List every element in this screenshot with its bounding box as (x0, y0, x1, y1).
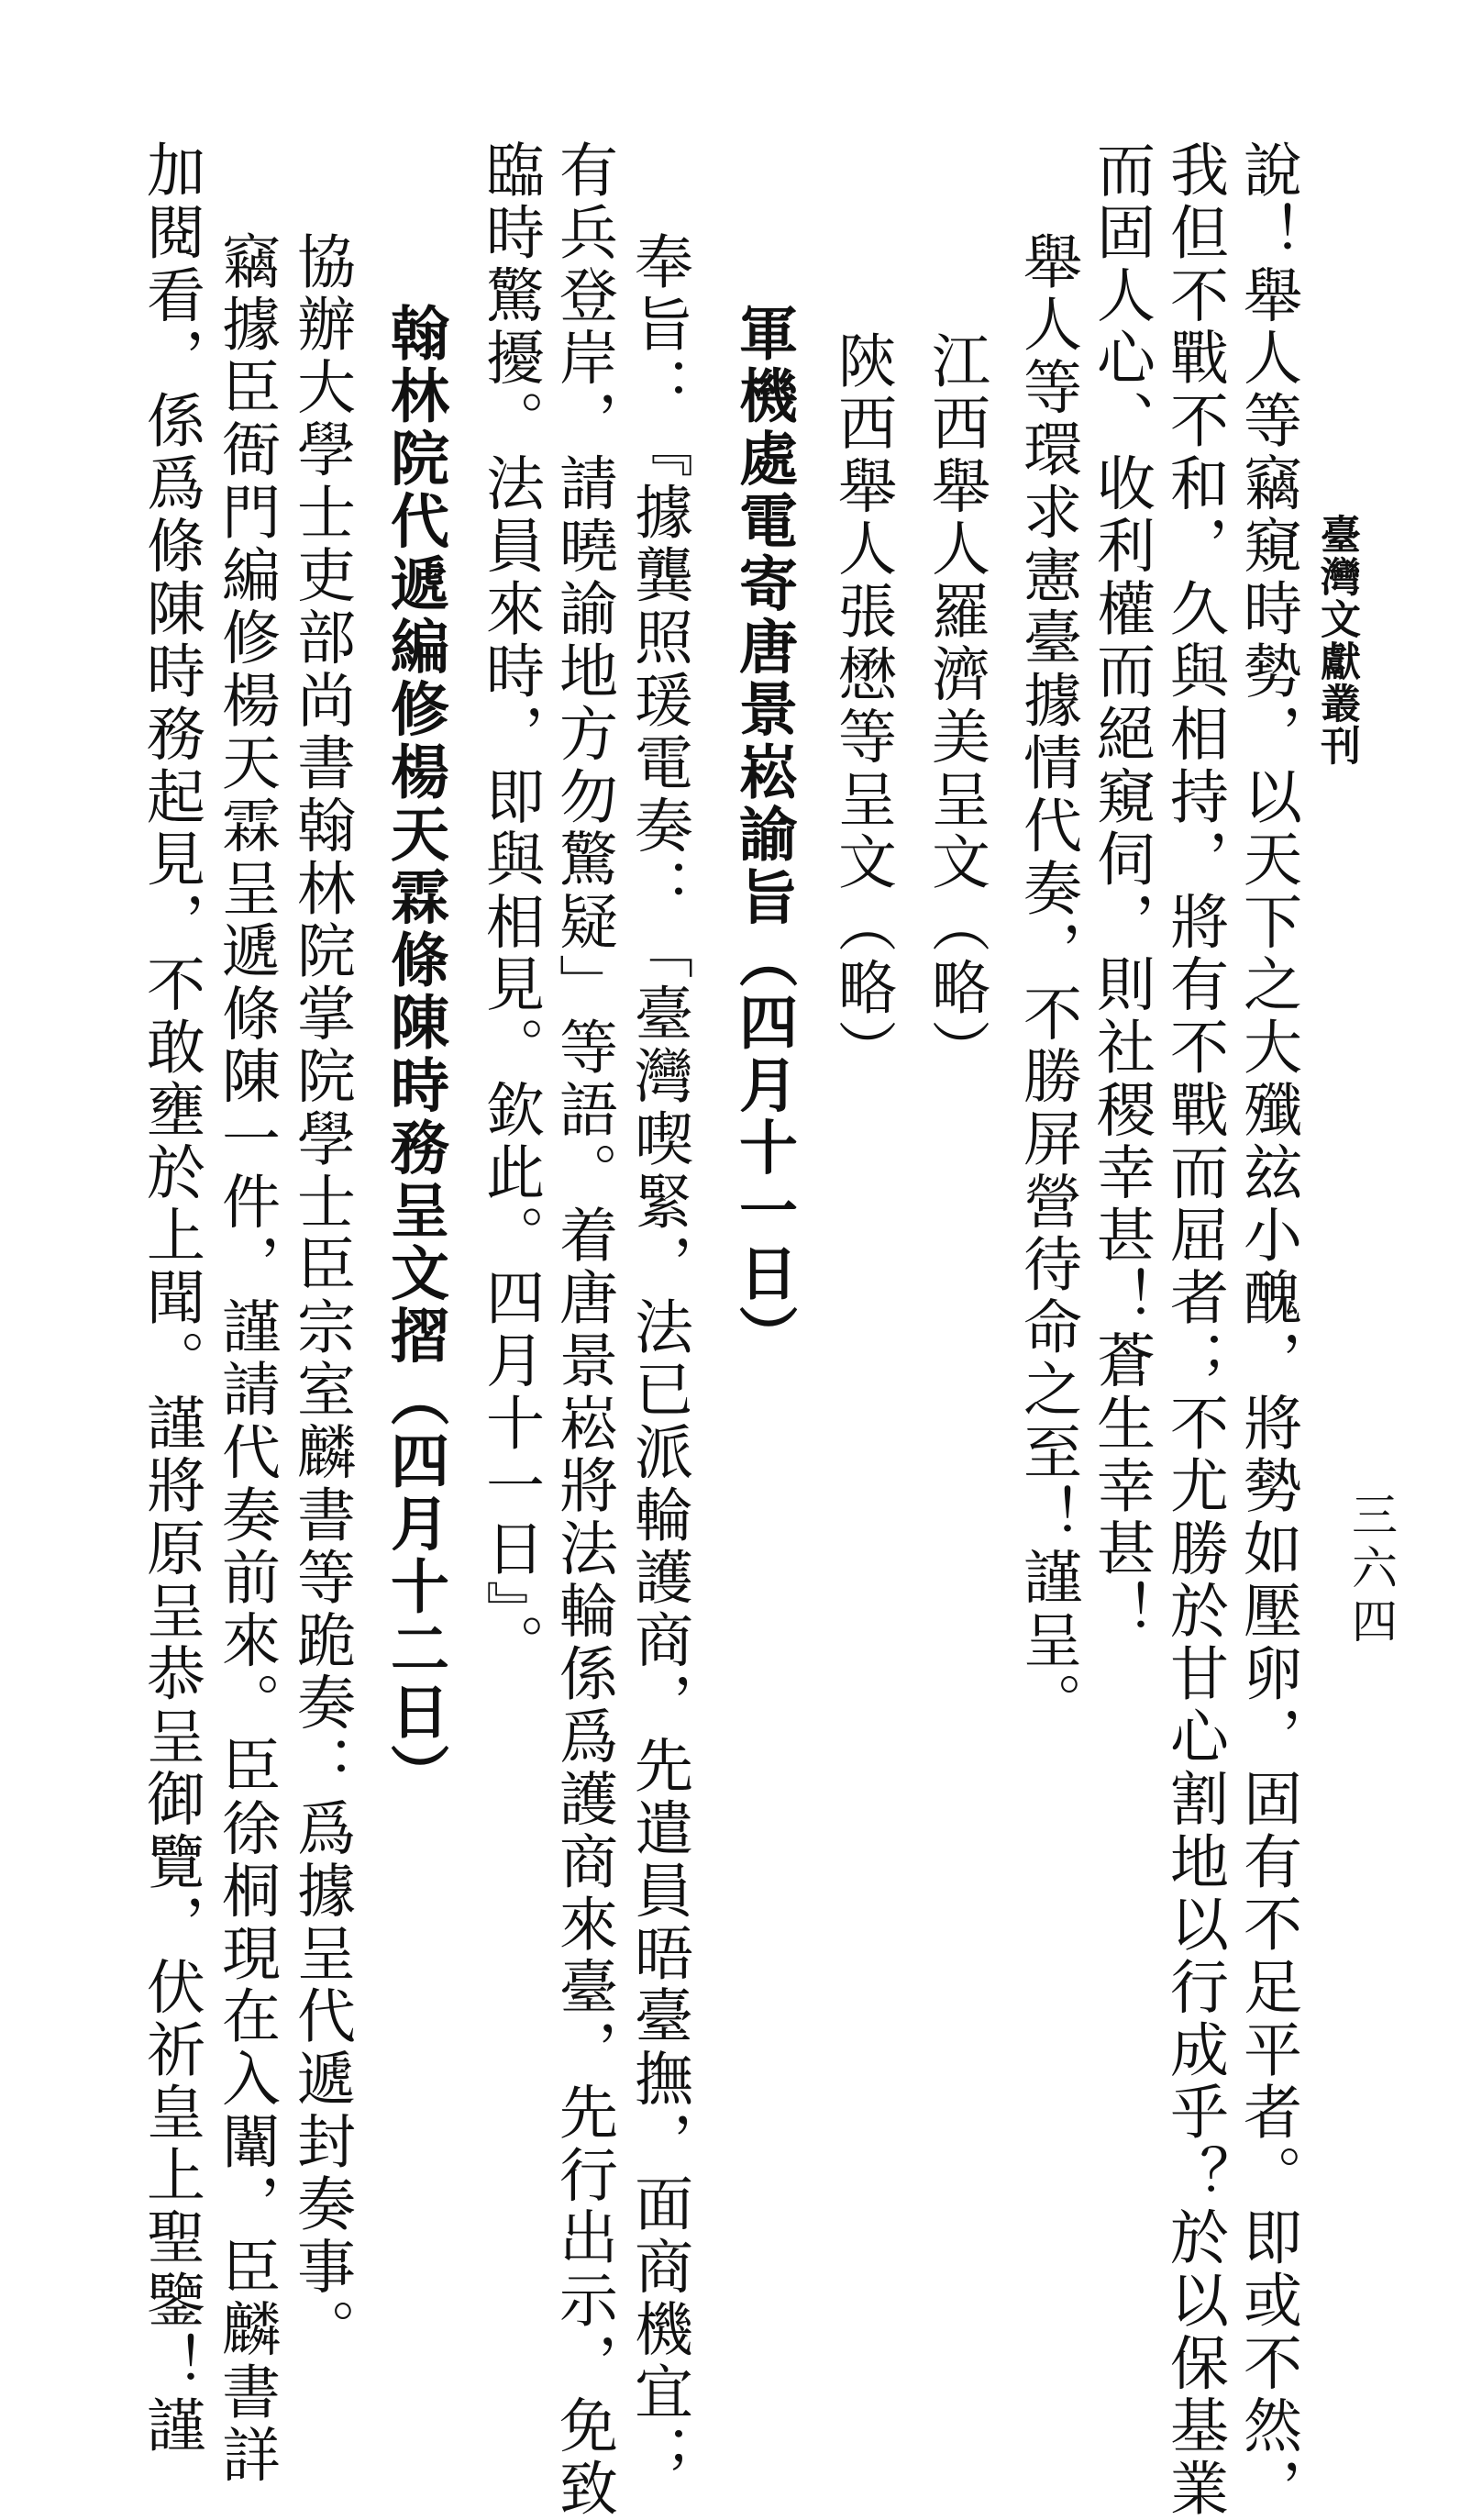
text-column-10: 臨時驚擾。法員來時，即與相見。欽此。四月十一日』。 (476, 139, 544, 1677)
section-heading-1: 軍機處電寄唐景崧諭旨（四月十一日） (729, 303, 798, 1369)
text-column-5: 江西舉人羅濟美呈文（略） (922, 330, 990, 1082)
page-number: 三六四 (1344, 1491, 1398, 1650)
text-column-8: 奉旨：『據龔照瑗電奏：「臺灣喫緊，法已派輪護商，先遣員晤臺撫，面商機宜； (625, 231, 692, 2487)
text-column-6: 陝西舉人張懋等呈文（略） (828, 330, 896, 1082)
section-heading-2: 翰林院代遞編修楊天霖條陳時務呈文摺（四月十二日） (381, 303, 449, 1807)
text-column-1: 說！舉人等竊窺時勢，以天下之大殲玆小醜，將勢如壓卵，固有不足平者。即或不然， (1233, 139, 1301, 2520)
page-header-title: 臺灣文獻叢刊 (1313, 514, 1360, 767)
text-column-14: 加閱看，係爲條陳時務起見，不敢壅於上聞。謹將原呈恭呈御覽，伏祈皇上聖鑒！謹 (137, 139, 205, 2459)
text-column-12: 協辦大學士吏部尚書翰林院掌院學士臣宗室麟書等跪奏：爲據呈代遞封奏事。 (287, 231, 355, 2362)
text-column-4: 舉人等環求憲臺據情代奏，不勝屏營待命之至！謹呈。 (1013, 231, 1081, 1736)
text-column-2: 我但不戰不和，久與相持，將有不戰而屈者；不尤勝於甘心割地以行成乎？於以保基業 (1160, 139, 1228, 2520)
text-column-3: 而固人心、收利權而絕窺伺，則社稷幸甚！蒼生幸甚！ (1087, 139, 1155, 1644)
text-column-9: 有兵登岸，請曉諭地方勿驚疑」等語。着唐景崧將法輪係爲護商來臺，先行出示，免致 (549, 139, 617, 2520)
text-column-13: 竊據臣衙門編修楊天霖呈遞條陳一件，謹請代奏前來。臣徐桐現在入闈，臣麟書詳 (212, 231, 280, 2487)
